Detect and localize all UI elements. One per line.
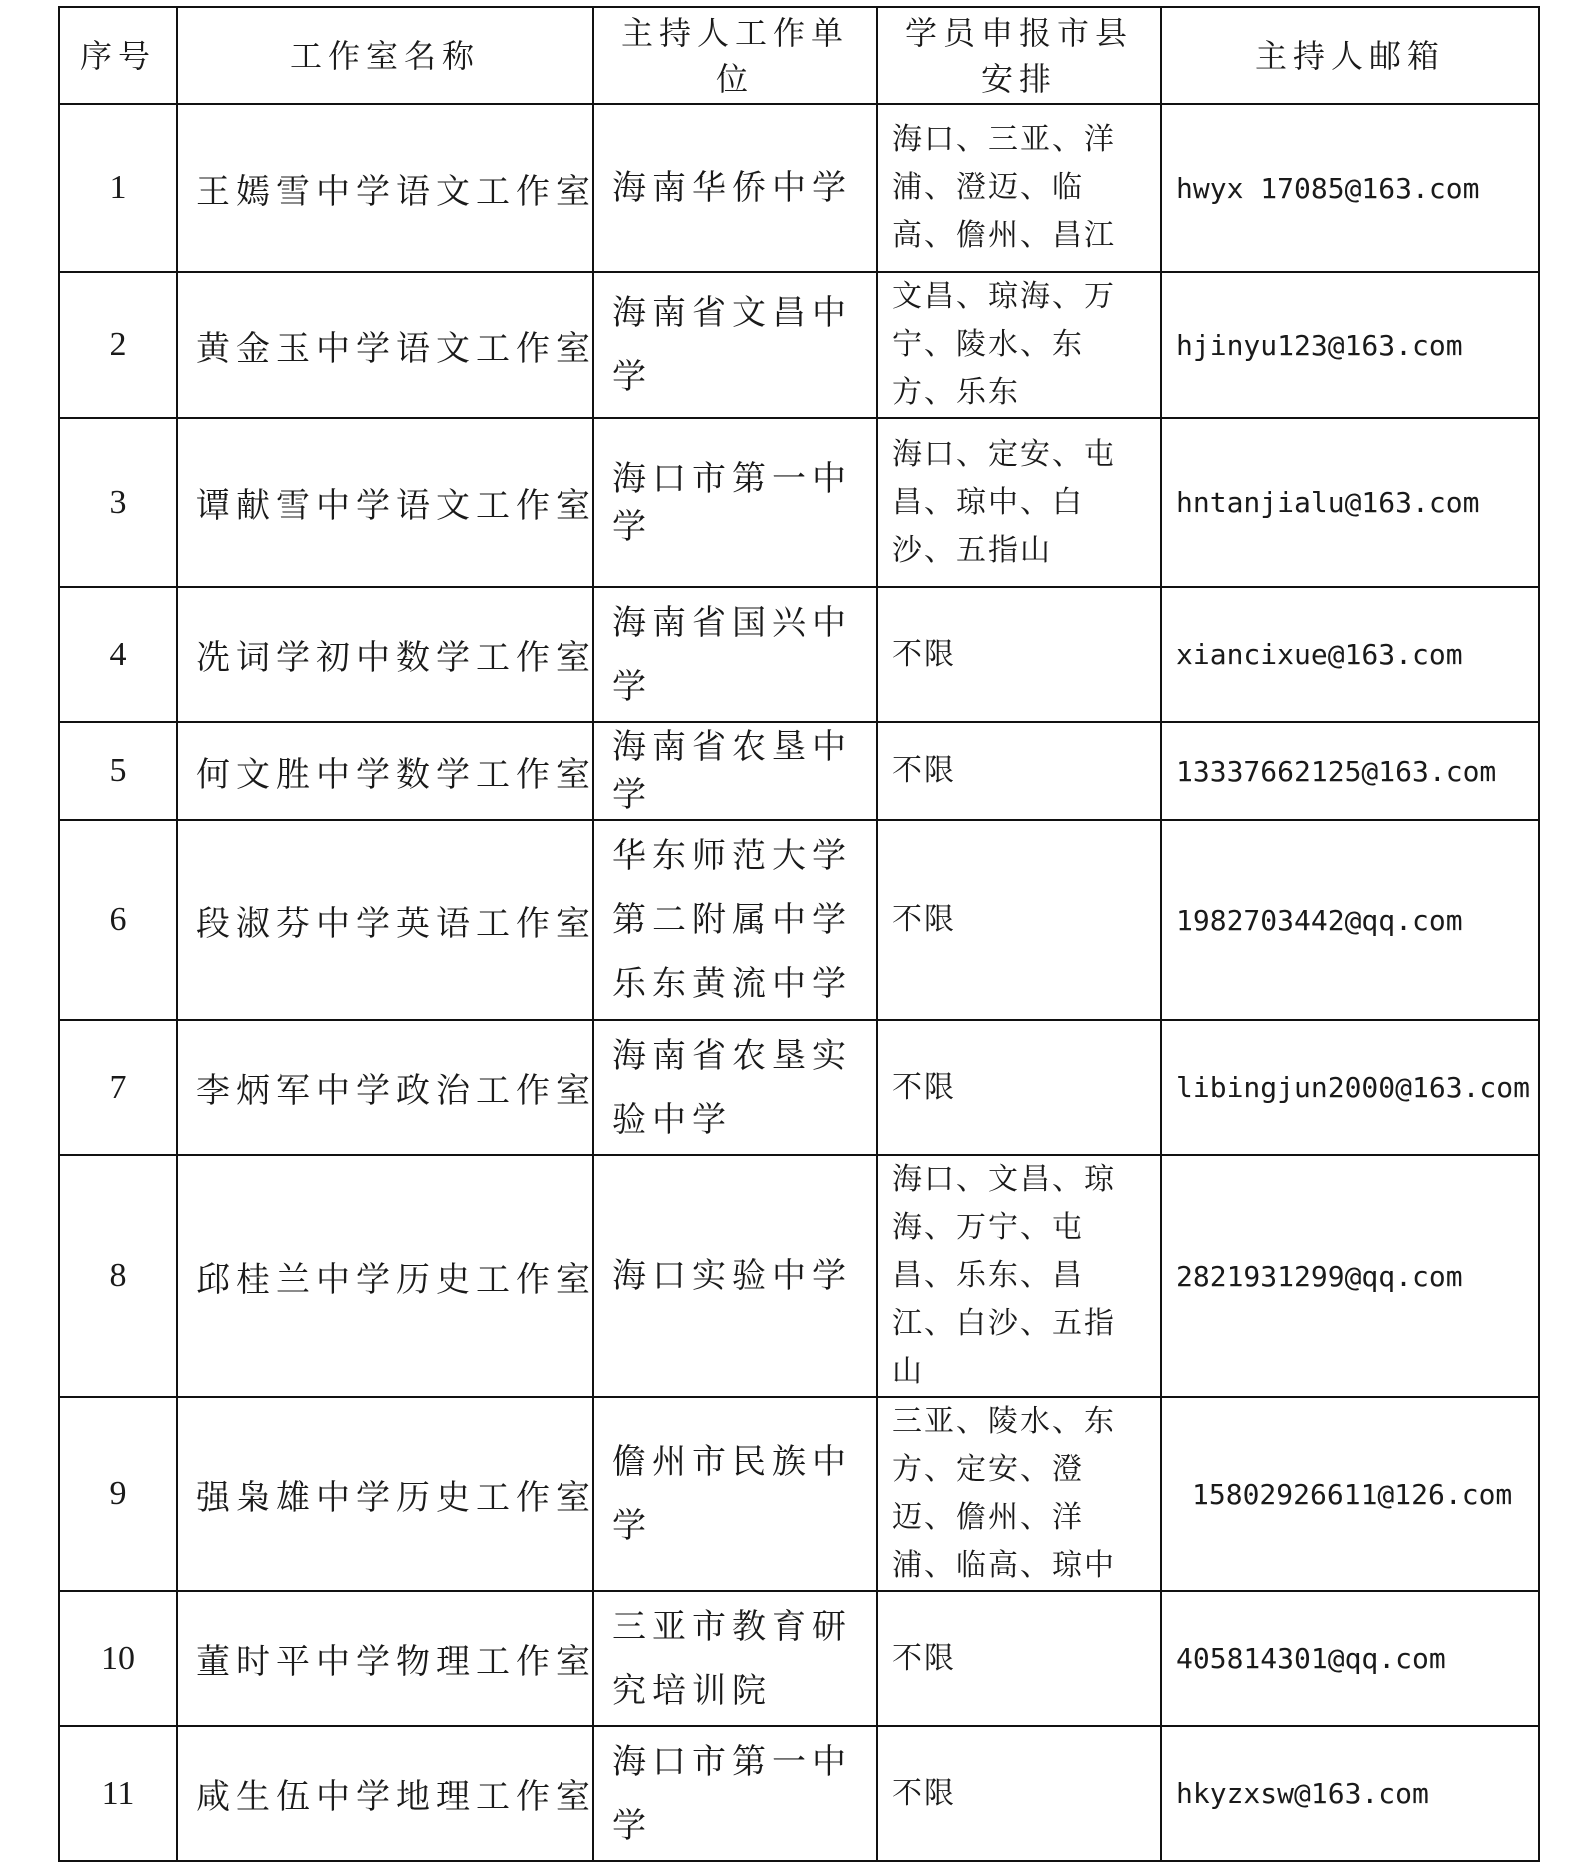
table-row — [59, 418, 1539, 587]
row-index: 3 — [59, 418, 177, 587]
header-email: 主持人邮箱 — [1161, 7, 1539, 104]
host-email: hwyx 17085@163.com — [1161, 104, 1539, 272]
host-unit: 海口市第一中学 — [593, 1726, 877, 1861]
studio-name: 李炳军中学政治工作室 — [177, 1020, 593, 1155]
table-row — [59, 272, 1539, 418]
row-index: 2 — [59, 272, 177, 418]
area-assignment: 不限 — [877, 722, 1161, 820]
row-index: 5 — [59, 722, 177, 820]
host-unit: 海口市第一中学 — [593, 418, 877, 587]
table-row — [59, 1155, 1539, 1397]
area-assignment: 海口、三亚、洋浦、澄迈、临高、儋州、昌江 — [877, 104, 1161, 272]
area-assignment: 海口、定安、屯昌、琼中、白沙、五指山 — [877, 418, 1161, 587]
studio-name: 强枭雄中学历史工作室 — [177, 1397, 593, 1591]
host-unit: 华东师范大学第二附属中学乐东黄流中学 — [593, 820, 877, 1020]
studio-name: 段淑芬中学英语工作室 — [177, 820, 593, 1020]
host-email: hntanjialu@163.com — [1161, 418, 1539, 587]
studio-table-page — [58, 6, 1538, 1846]
table-row — [59, 820, 1539, 1020]
host-unit: 海南省农垦实验中学 — [593, 1020, 877, 1155]
table-row — [59, 722, 1539, 820]
studio-name: 何文胜中学数学工作室 — [177, 722, 593, 820]
table-row — [59, 1397, 1539, 1591]
host-unit: 三亚市教育研究培训院 — [593, 1591, 877, 1726]
row-index: 1 — [59, 104, 177, 272]
table-row — [59, 1591, 1539, 1726]
studio-name: 谭献雪中学语文工作室 — [177, 418, 593, 587]
row-index: 7 — [59, 1020, 177, 1155]
host-email: xiancixue@163.com — [1161, 587, 1539, 722]
area-assignment: 不限 — [877, 1591, 1161, 1726]
table-row — [59, 587, 1539, 722]
studio-name: 邱桂兰中学历史工作室 — [177, 1155, 593, 1397]
area-assignment: 海口、文昌、琼海、万宁、屯昌、乐东、昌江、白沙、五指山 — [877, 1155, 1161, 1397]
header-studio-name: 工作室名称 — [177, 7, 593, 104]
host-email: 15802926611@126.com — [1161, 1397, 1539, 1591]
row-index: 4 — [59, 587, 177, 722]
area-assignment: 不限 — [877, 587, 1161, 722]
studio-name: 黄金玉中学语文工作室 — [177, 272, 593, 418]
host-unit: 海口实验中学 — [593, 1155, 877, 1397]
host-email: hkyzxsw@163.com — [1161, 1726, 1539, 1861]
area-assignment: 文昌、琼海、万宁、陵水、东方、乐东 — [877, 272, 1161, 418]
host-email: hjinyu123@163.com — [1161, 272, 1539, 418]
host-unit: 海南省农垦中学 — [593, 722, 877, 820]
header-index: 序号 — [59, 7, 177, 104]
table-row — [59, 1020, 1539, 1155]
row-index: 6 — [59, 820, 177, 1020]
table-row — [59, 1726, 1539, 1861]
host-email: 2821931299@qq.com — [1161, 1155, 1539, 1397]
header-row — [59, 7, 1539, 104]
host-unit: 海南华侨中学 — [593, 104, 877, 272]
host-email: 13337662125@163.com — [1161, 722, 1539, 820]
studio-name: 董时平中学物理工作室 — [177, 1591, 593, 1726]
row-index: 8 — [59, 1155, 177, 1397]
studio-name: 咸生伍中学地理工作室 — [177, 1726, 593, 1861]
host-unit: 儋州市民族中学 — [593, 1397, 877, 1591]
area-assignment: 不限 — [877, 1726, 1161, 1861]
host-email: 405814301@qq.com — [1161, 1591, 1539, 1726]
row-index: 11 — [59, 1726, 177, 1861]
host-unit: 海南省国兴中学 — [593, 587, 877, 722]
host-unit: 海南省文昌中学 — [593, 272, 877, 418]
header-area: 学员申报市县安排 — [877, 7, 1161, 104]
host-email: libingjun2000@163.com — [1161, 1020, 1539, 1155]
header-host-unit: 主持人工作单位 — [593, 7, 877, 104]
area-assignment: 不限 — [877, 1020, 1161, 1155]
host-email: 1982703442@qq.com — [1161, 820, 1539, 1020]
table-row — [59, 104, 1539, 272]
area-assignment: 三亚、陵水、东方、定安、澄迈、儋州、洋浦、临高、琼中 — [877, 1397, 1161, 1591]
studio-name: 王嫣雪中学语文工作室 — [177, 104, 593, 272]
studio-name: 冼词学初中数学工作室 — [177, 587, 593, 722]
row-index: 10 — [59, 1591, 177, 1726]
area-assignment: 不限 — [877, 820, 1161, 1020]
studio-table — [58, 6, 1540, 1862]
row-index: 9 — [59, 1397, 177, 1591]
